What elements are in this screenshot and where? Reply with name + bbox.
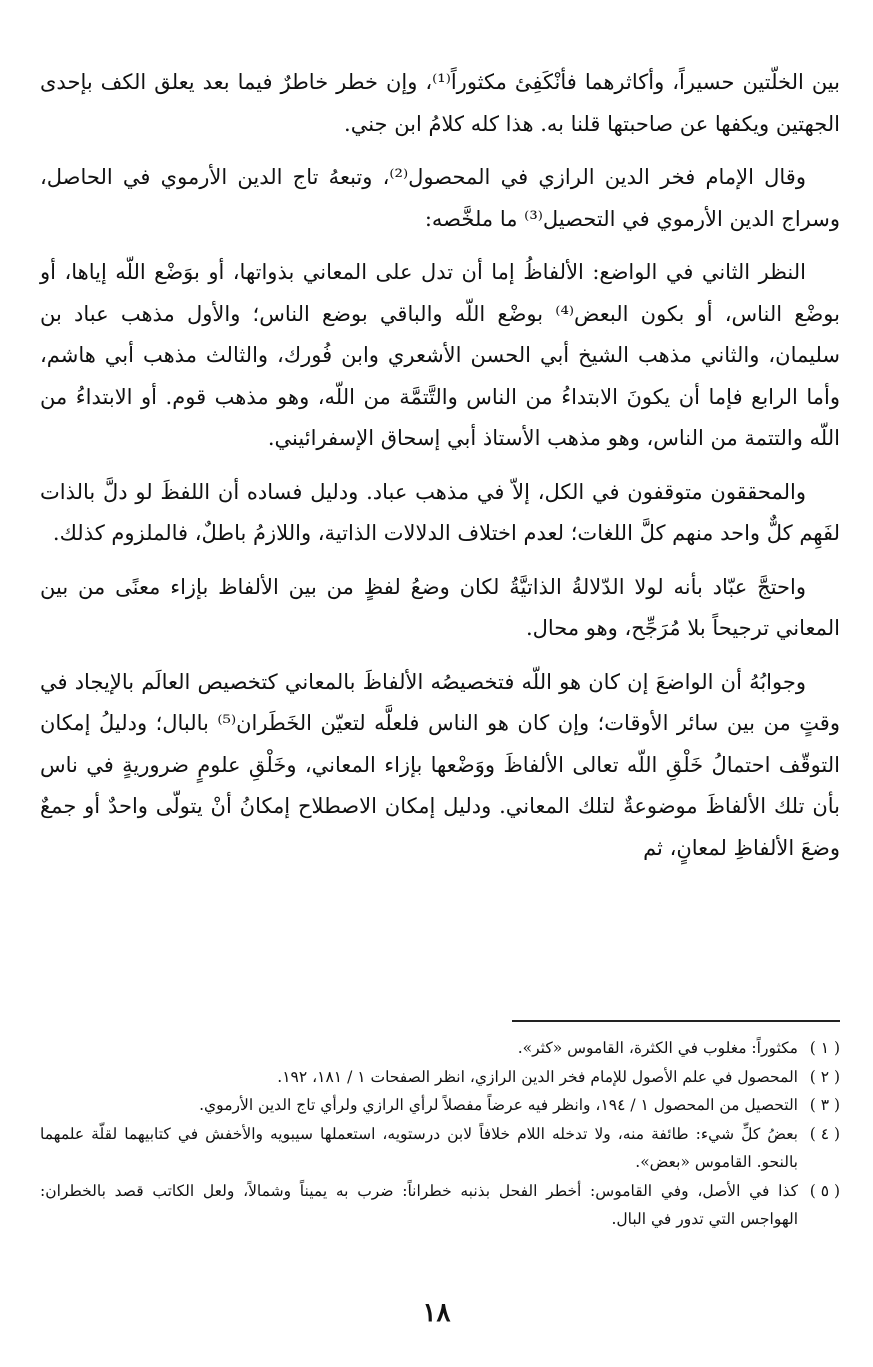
footnote-text: المحصول في علم الأصول للإمام فخر الدين الرازي، انظر الصفحات ١ / ١٨١، ١٩٢. bbox=[277, 1067, 798, 1086]
footnote-number: ( ٥ ) bbox=[809, 1181, 840, 1200]
footnote-text: بعضُ كلِّ شيء: طائفة منه، ولا تدخله اللام خلافاً لابن درستويه، استعملها سيبويه والأخفش في كتابيهما لقلّة علمهما بالنحو. القاموس «بعض». bbox=[40, 1124, 798, 1171]
footnotes bbox=[40, 1034, 840, 1234]
footnote-number: ( ١ ) bbox=[809, 1039, 840, 1057]
paragraph: النظر الثاني في الواضع: الألفاظُ إما أن تدل على المعاني بذواتها، أو بوَضْع اللّه إياها، أو بوضْع الناس، أو بكون البعض⁽⁴⁾ بوضْع اللّه والباقي بوضع الناس؛ والأول مذهب عباد بن سليمان، والثاني مذهب الشيخ أبي الحسن الأشعري وابن فُورك، والثالث مذهب أبي هاشم، وأما الرابع فإما أن يكونَ الابتداءُ من الناس والتَّتمَّة من اللّه، وهو مذهب قوم. أو الابتداءُ من اللّه والتتمة من الناس، وهو مذهب الأستاذ أبي إسحاق الإسفرائيني. bbox=[40, 260, 841, 450]
paragraph: وقال الإمام فخر الدين الرازي في المحصول⁽²⁾، وتبعهُ تاج الدين الأرموي في الحاصل، وسراج الدين الأرموي في التحصيل⁽³⁾ ما ملخَّصه: bbox=[40, 165, 840, 231]
footnote-number: ( ٣ ) bbox=[809, 1096, 840, 1114]
footnote-separator bbox=[512, 1020, 840, 1022]
paragraph: وجوابُهُ أن الواضعَ إن كان هو اللّه فتخصيصُه الألفاظَ بالمعاني كتخصيص العالَم بالإيجاد في وقتٍ من بين سائر الأوقات؛ وإن كان هو الناس فلعلَّه لتعيّن الخَطَران⁽⁵⁾ بالبال؛ ودليلُ إمكان التوقّف احتمالُ خَلْقِ اللّه تعالى الألفاظَ ووَضْعها بإزاء المعاني، وخَلْقِ علومٍ ضروريةٍ في ناس بأن تلك الألفاظَ موضوعةٌ لتلك المعاني. ودليل إمكان الاصطلاح إمكانُ أنْ يتولّى واحدٌ أو جمعٌ وضعَ الألفاظِ لمعانٍ، ثم bbox=[40, 669, 840, 860]
footnote bbox=[40, 1034, 840, 1063]
footnote bbox=[40, 1177, 840, 1234]
footnote-text: كذا في الأصل، وفي القاموس: أخطر الفحل بذنبه خطراناً: ضرب به يميناً وشمالاً، ولعل الكاتب قصد بالخطران: الهواجس التي تدور في البال. bbox=[40, 1181, 798, 1228]
paragraph: بين الخلّتين حسيراً، وأكاثرهما فأنْكَفِئ مكثوراً⁽¹⁾، وإن خطر خاطرٌ فيما بعد يعلق الكف بإحدى الجهتين ويكفها عن صاحبتها قلنا به. هذا كله كلامُ ابن جني. bbox=[40, 70, 840, 136]
footnote bbox=[40, 1063, 840, 1092]
footnote-text: التحصيل من المحصول ١ / ١٩٤، وانظر فيه عرضاً مفصلاً لرأي الرازي ولرأي تاج الدين الأرموي. bbox=[199, 1096, 798, 1114]
paragraph: والمحققون متوقفون في الكل، إلاّ في مذهب عباد. ودليل فساده أن اللفظَ لو دلَّ بالذات لفَهِم كلٌّ واحد منهم كلَّ اللغات؛ لعدم اختلاف الدلالات الذاتية، واللازمُ باطلٌ، فالملزوم كذلك. bbox=[40, 479, 840, 545]
footnote-number: ( ٤ ) bbox=[809, 1124, 840, 1143]
page-number: ١٨ bbox=[422, 1298, 451, 1328]
footnote bbox=[40, 1120, 840, 1177]
paragraph: واحتجَّ عبّاد بأنه لولا الدّلالةُ الذاتيَّةُ لكان وضعُ لفظٍ من بين الألفاظ بإزاء معنًى من بين المعاني ترجيحاً بلا مُرَجِّح، وهو محال. bbox=[40, 574, 840, 640]
footnote-text: مكثوراً: مغلوب في الكثرة، القاموس «كثر». bbox=[517, 1039, 798, 1057]
footnote bbox=[40, 1091, 840, 1120]
main-text bbox=[40, 62, 840, 881]
footnote-number: ( ٢ ) bbox=[809, 1067, 840, 1086]
